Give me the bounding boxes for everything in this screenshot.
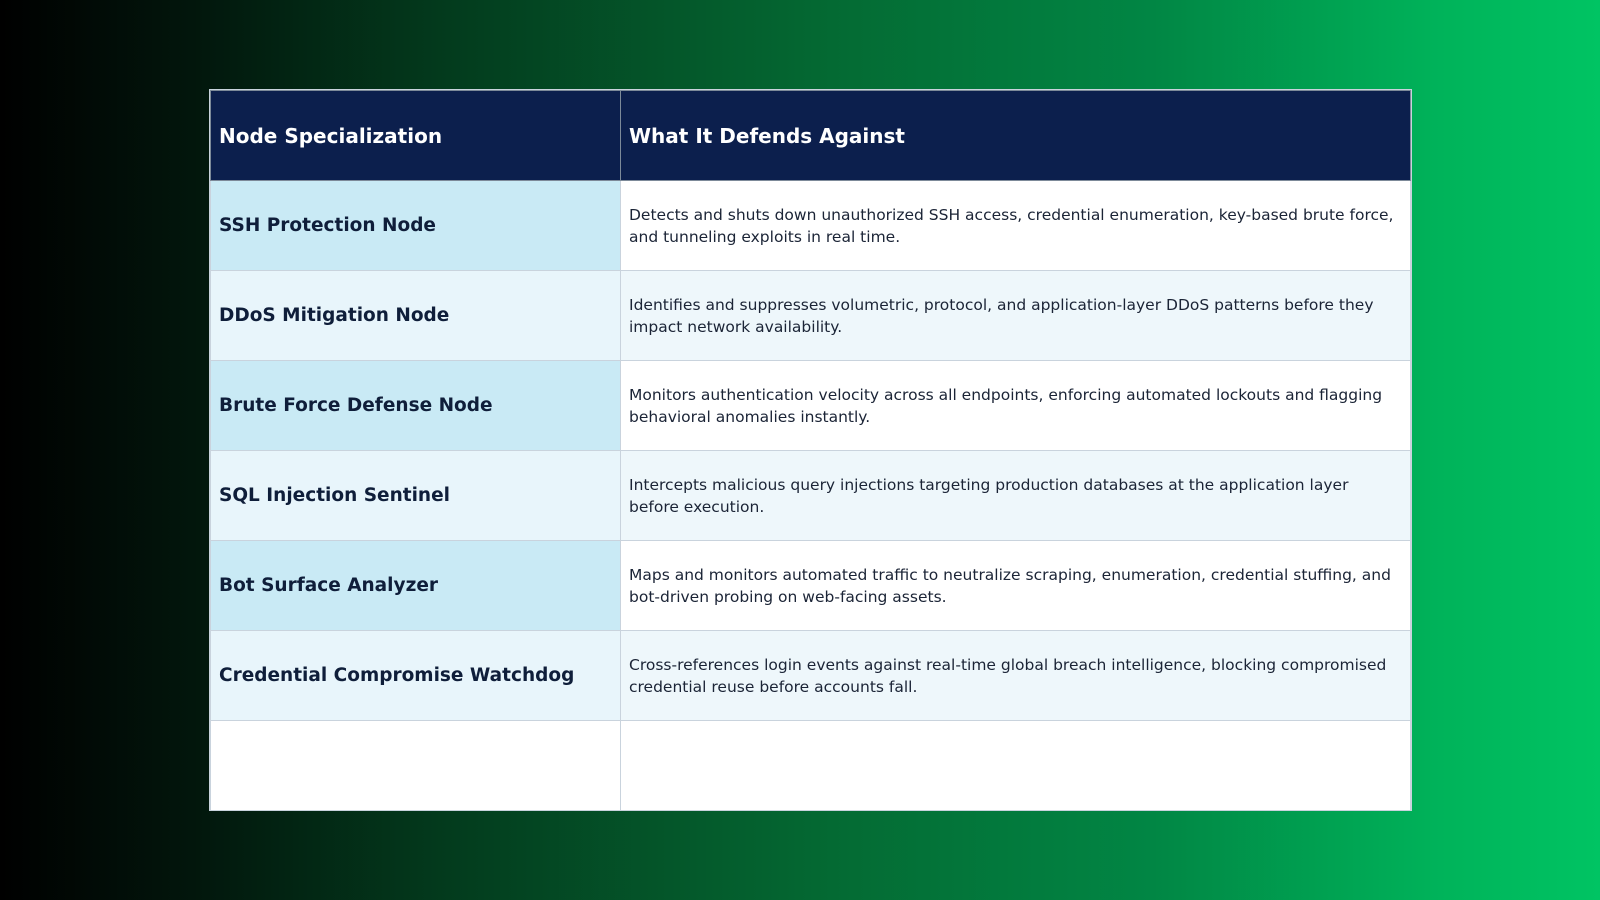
node-name-cell: DDoS Mitigation Node [211, 271, 621, 361]
column-header-what-it-defends-against: What It Defends Against [621, 91, 1411, 181]
node-name-cell: Credential Compromise Watchdog [211, 631, 621, 721]
node-name-cell: Bot Surface Analyzer [211, 541, 621, 631]
table-row [211, 541, 1411, 631]
node-name-cell: SQL Injection Sentinel [211, 451, 621, 541]
node-specialization-table [209, 89, 1412, 811]
node-name-cell: Brute Force Defense Node [211, 361, 621, 451]
table [210, 90, 1411, 811]
defense-description-cell: Identifies and suppresses volumetric, protocol, and application-layer DDoS patterns before they impact network availability. [621, 271, 1411, 361]
empty-cell [621, 721, 1411, 811]
table-row [211, 181, 1411, 271]
defense-description-cell: Detects and shuts down unauthorized SSH access, credential enumeration, key-based brute force, and tunneling exploits in real time. [621, 181, 1411, 271]
node-name-cell: SSH Protection Node [211, 181, 621, 271]
defense-description-cell: Maps and monitors automated traffic to neutralize scraping, enumeration, credential stuffing, and bot-driven probing on web-facing assets. [621, 541, 1411, 631]
empty-table-row [211, 721, 1411, 811]
column-header-node-specialization: Node Specialization [211, 91, 621, 181]
table-header-row [211, 91, 1411, 181]
table-row [211, 361, 1411, 451]
defense-description-cell: Intercepts malicious query injections targeting production databases at the application layer before execution. [621, 451, 1411, 541]
defense-description-cell: Monitors authentication velocity across all endpoints, enforcing automated lockouts and flagging behavioral anomalies instantly. [621, 361, 1411, 451]
empty-cell [211, 721, 621, 811]
table-row [211, 271, 1411, 361]
table-row [211, 451, 1411, 541]
table-row [211, 631, 1411, 721]
defense-description-cell: Cross-references login events against real-time global breach intelligence, blocking compromised credential reuse before accounts fall. [621, 631, 1411, 721]
